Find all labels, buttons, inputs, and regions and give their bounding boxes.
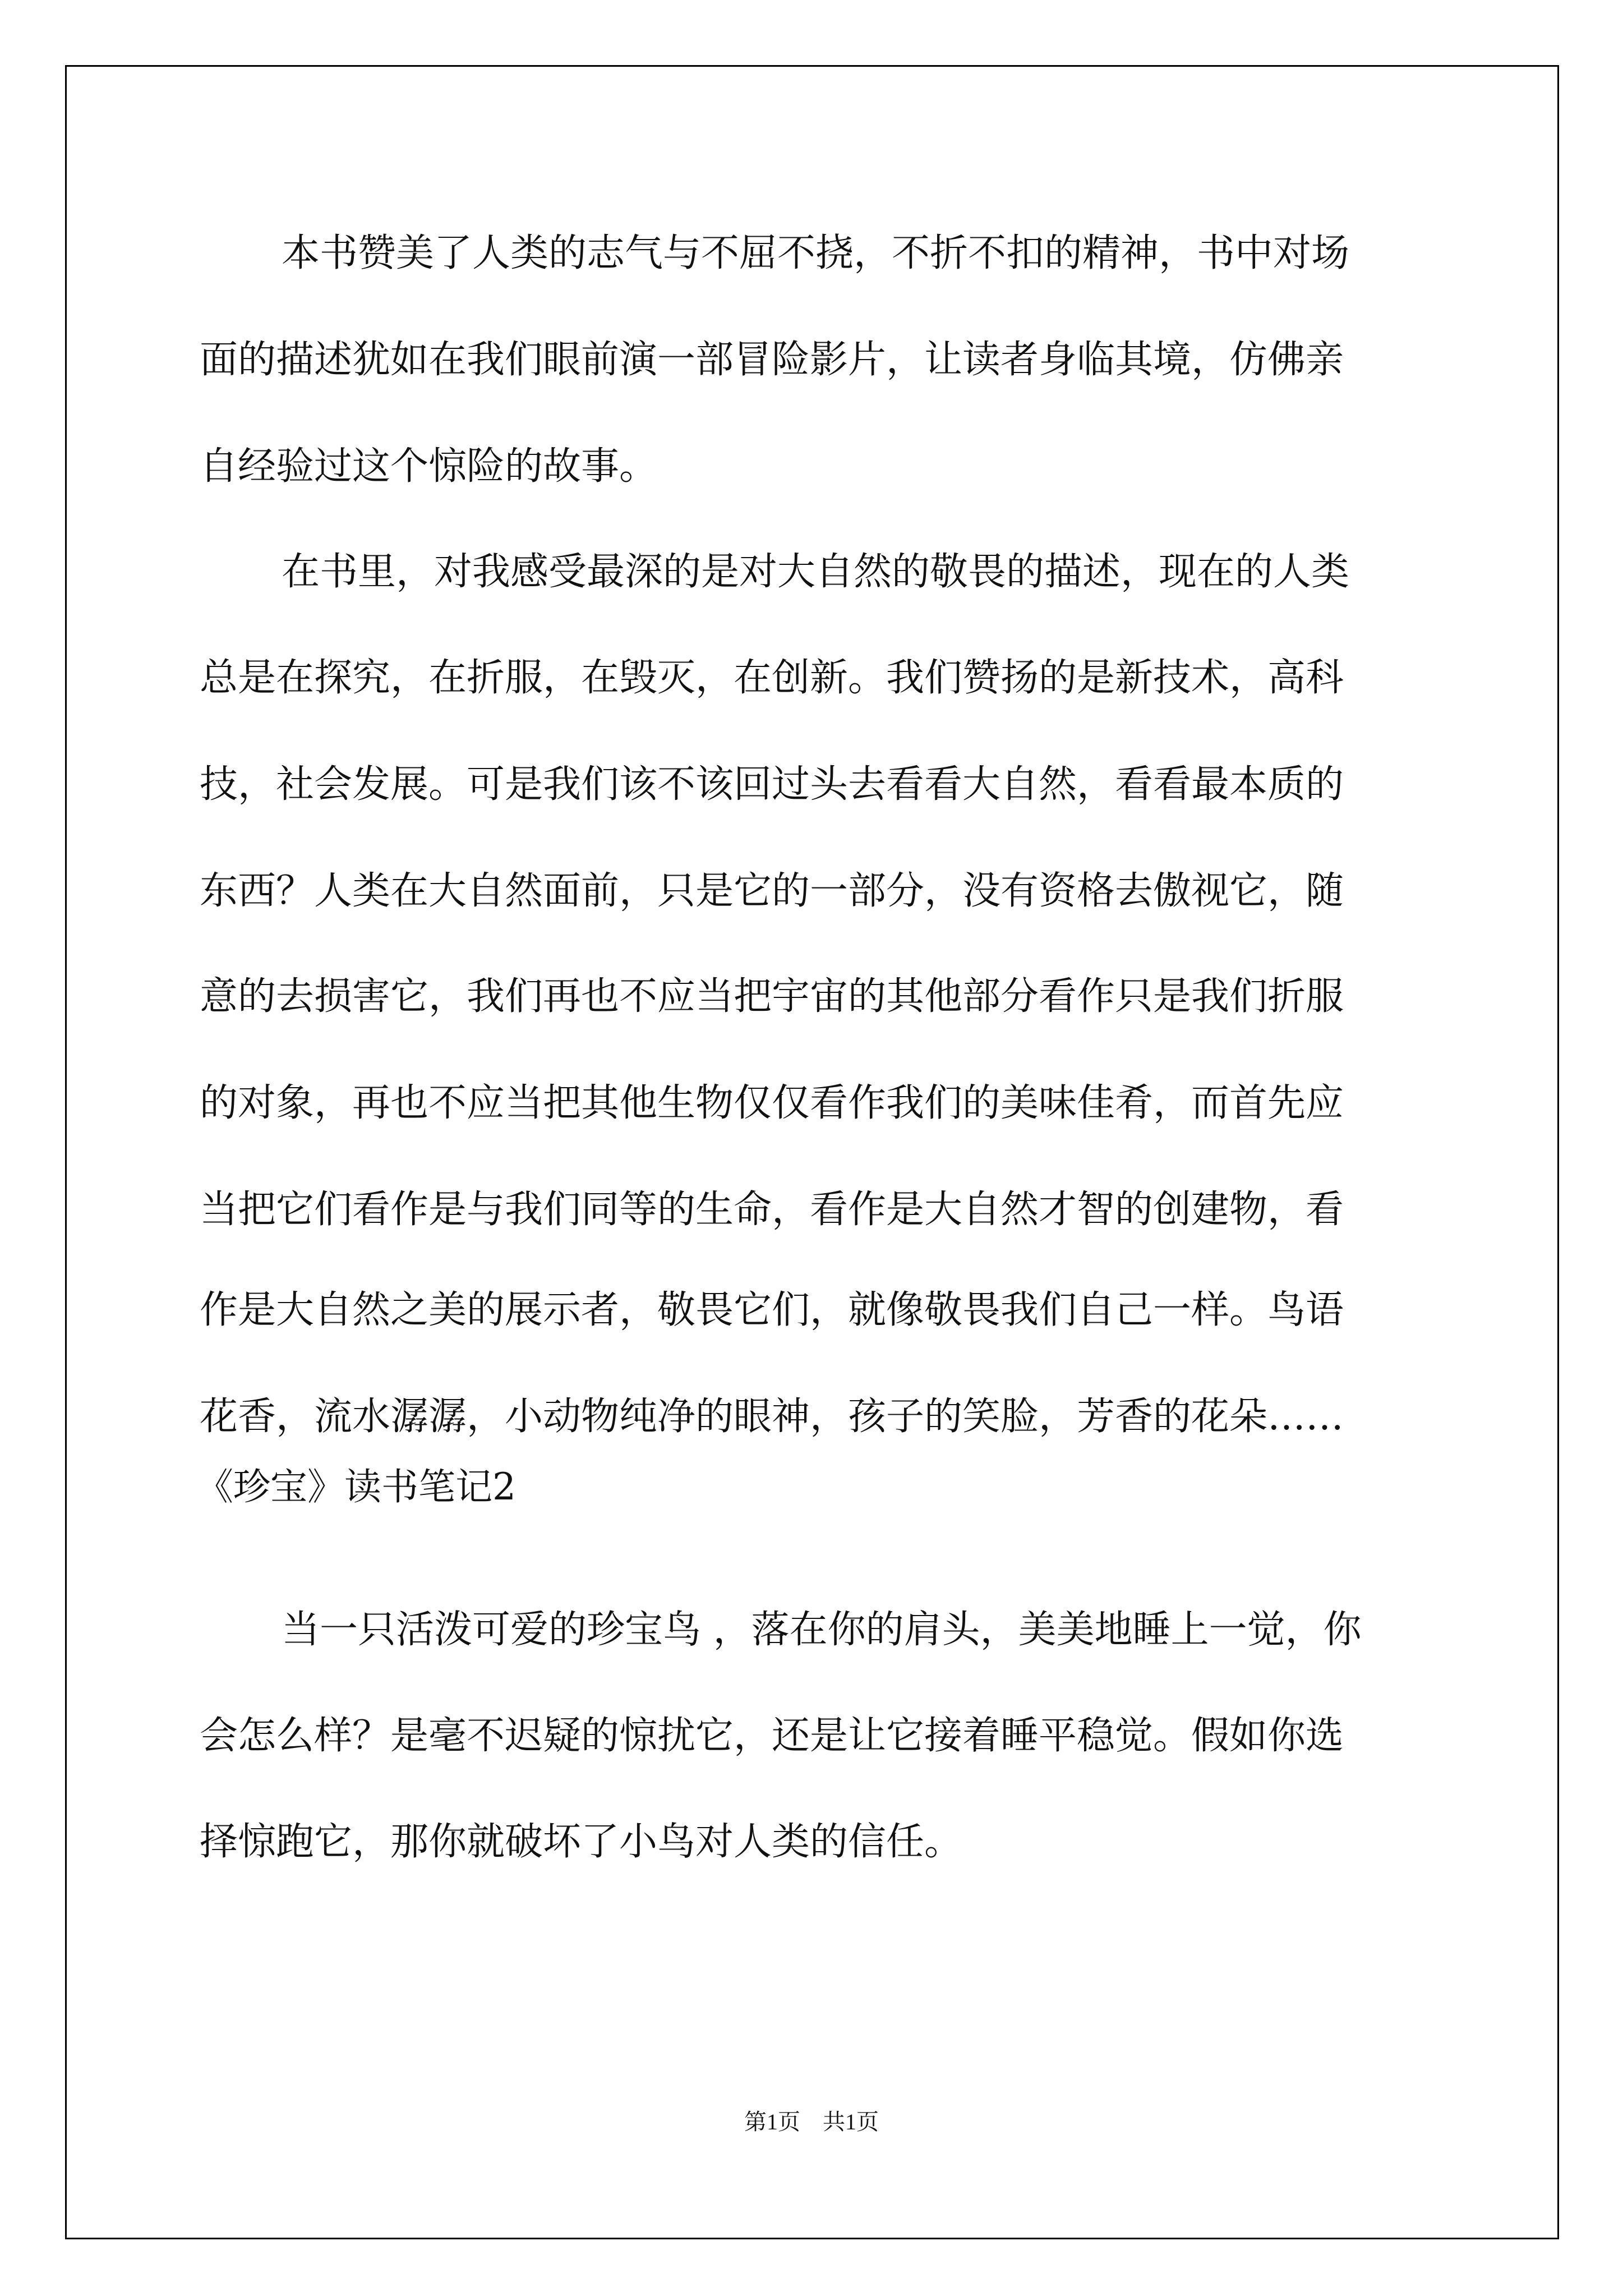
paragraph-2-line-7: 当把它们看作是与我们同等的生命，看作是大自然才智的创建物，看 <box>200 1188 1344 1232</box>
paragraph-1-line-3: 自经验过这个惊险的故事。 <box>200 444 658 489</box>
section-heading: 《珍宝》读书笔记2 <box>196 1465 516 1508</box>
paragraph-3-line-3: 择惊跑它，那你就破坏了小鸟对人类的信任。 <box>200 1820 963 1864</box>
paragraph-2-line-1: 在书里，对我感受最深的是对大自然的敬畏的描述，现在的人类 <box>282 550 1350 594</box>
paragraph-2-line-5: 意的去损害它，我们再也不应当把宇宙的其他部分看作只是我们折服 <box>200 974 1344 1019</box>
paragraph-2-line-4: 东西？人类在大自然面前，只是它的一部分，没有资格去傲视它，随 <box>200 869 1344 913</box>
page-frame <box>65 65 1559 2239</box>
paragraph-2-line-3: 技，社会发展。可是我们该不该回过头去看看大自然，看看最本质的 <box>200 762 1344 807</box>
paragraph-1-line-1: 本书赞美了人类的志气与不屈不挠，不折不扣的精神，书中对场 <box>282 231 1350 275</box>
paragraph-2-line-6: 的对象，再也不应当把其他生物仅仅看作我们的美味佳肴，而首先应 <box>200 1081 1344 1125</box>
paragraph-1-line-2: 面的描述犹如在我们眼前演一部冒险影片，让读者身临其境，仿佛亲 <box>200 338 1344 382</box>
paragraph-2-line-8: 作是大自然之美的展示者，敬畏它们，就像敬畏我们自己一样。鸟语 <box>200 1288 1344 1332</box>
paragraph-2-line-9: 花香，流水潺潺，小动物纯净的眼神，孩子的笑脸，芳香的花朵…… <box>200 1395 1344 1439</box>
page-number-footer: 第1页 共1页 <box>744 2109 879 2134</box>
paragraph-3-line-1: 当一只活泼可爱的珍宝鸟 ，落在你的肩头，美美地睡上一觉，你 <box>282 1608 1362 1652</box>
paragraph-2-line-2: 总是在探究，在折服，在毁灭，在创新。我们赞扬的是新技术，高科 <box>200 656 1344 700</box>
paragraph-3-line-2: 会怎么样？是毫不迟疑的惊扰它，还是让它接着睡平稳觉。假如你选 <box>200 1714 1344 1758</box>
